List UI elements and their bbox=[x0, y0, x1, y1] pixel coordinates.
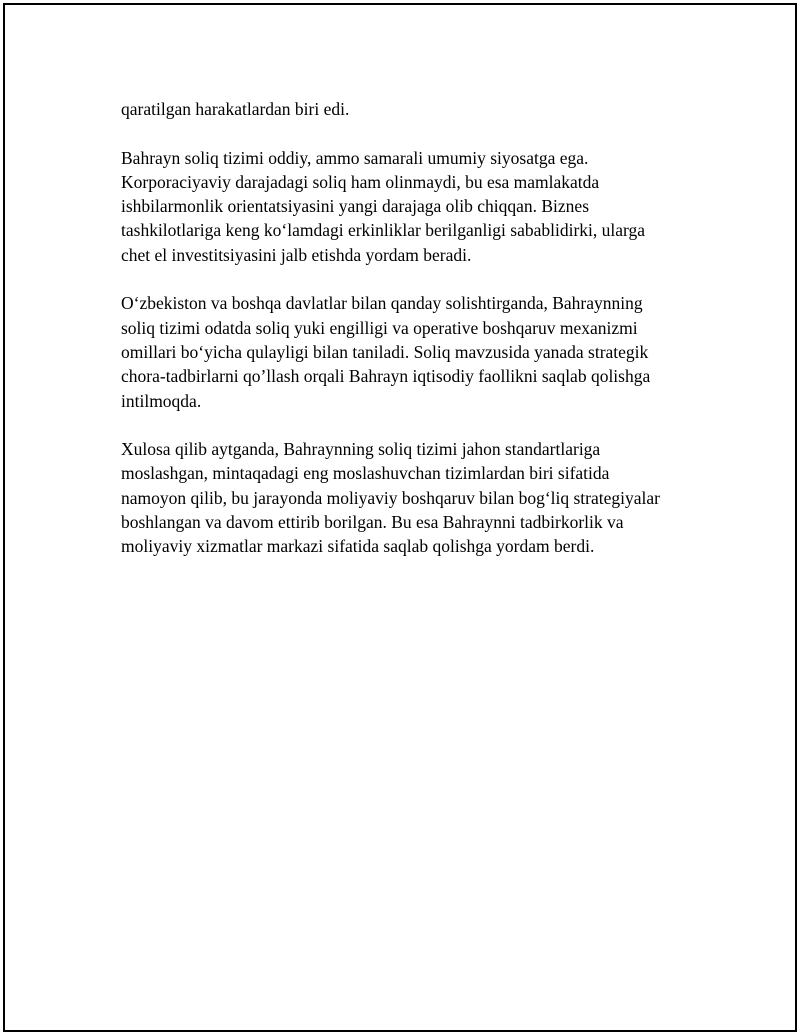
text-line: Bahrayn soliq tizimi oddiy, ammo samarali umumiy siyosatga ega. bbox=[121, 147, 589, 168]
text-line: chet el investitsiyasini jalb etishda yordam beradi. bbox=[121, 244, 472, 265]
page-content bbox=[121, 97, 701, 583]
text-line: moslashgan, mintaqadagi eng moslashuvchan tizimlardan biri sifatida bbox=[121, 463, 610, 484]
text-line: Xulosa qilib aytganda, Bahraynning soliq tizimi jahon standartlariga bbox=[121, 439, 601, 460]
paragraph-2 bbox=[121, 146, 701, 267]
paragraph-3 bbox=[121, 291, 701, 412]
text-line: omillari bo‘yicha qulayligi bilan taniladi. Soliq mavzusida yanada strategik bbox=[121, 341, 649, 362]
text-line: moliyaviy xizmatlar markazi sifatida saqlab qolishga yordam berdi. bbox=[121, 536, 595, 557]
text-line: namoyon qilib, bu jarayonda moliyaviy boshqaruv bilan bog‘liq strategiyalar bbox=[121, 487, 660, 508]
paragraph-4 bbox=[121, 437, 701, 558]
paragraph-1 bbox=[121, 97, 701, 121]
text-line: O‘zbekiston va boshqa davlatlar bilan qanday solishtirganda, Bahraynning bbox=[121, 293, 643, 314]
text-line: qaratilgan harakatlardan biri edi. bbox=[121, 99, 350, 119]
page-frame bbox=[3, 3, 797, 1032]
text-line: soliq tizimi odatda soliq yuki engilligi va operative boshqaruv mexanizmi bbox=[121, 317, 638, 338]
text-line: tashkilotlariga keng ko‘lamdagi erkinliklar berilganligi sabablidirki, ularga bbox=[121, 220, 646, 241]
text-line: chora-tadbirlarni qo’llash orqali Bahrayn iqtisodiy faollikni saqlab qolishga bbox=[121, 366, 651, 387]
text-line: intilmoqda. bbox=[121, 390, 202, 411]
text-line: Korporaciyaviy darajadagi soliq ham olinmaydi, bu esa mamlakatda bbox=[121, 171, 600, 192]
text-line: ishbilarmonlik orientatsiyasini yangi darajaga olib chiqqan. Biznes bbox=[121, 196, 590, 217]
text-line: boshlangan va davom ettirib borilgan. Bu esa Bahraynni tadbirkorlik va bbox=[121, 512, 624, 533]
